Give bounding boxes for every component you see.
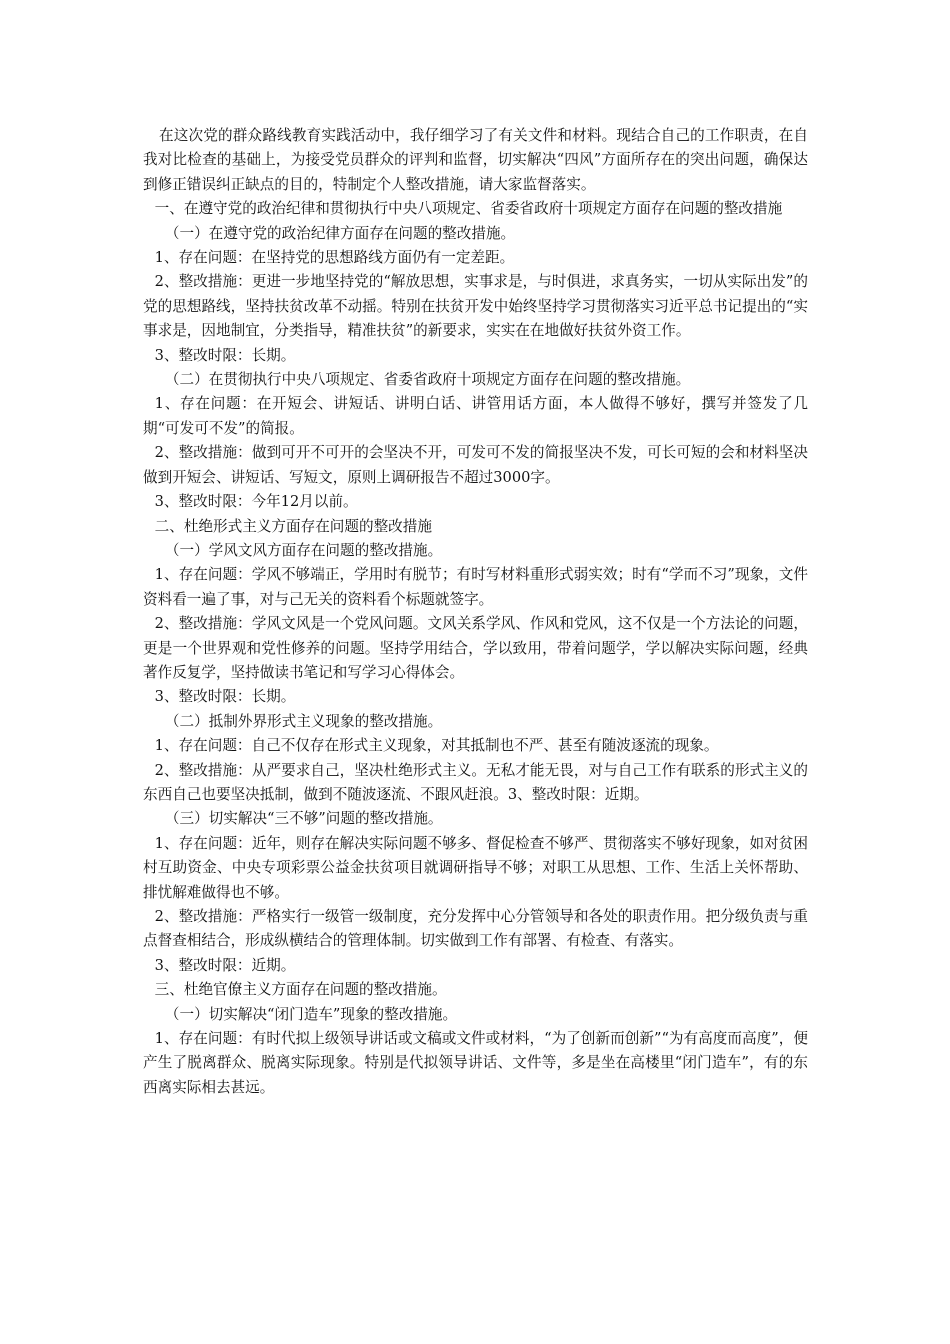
- section-heading-2: 二、杜绝形式主义方面存在问题的整改措施: [154, 517, 432, 535]
- measure-item: 2、整改措施：严格实行一级管一级制度，充分发挥中心分管领导和各处的职责作用。把分级负责与重点督查相结合，形成纵横结合的管理体制。切实做到工作有部署、有检查、有落实。: [143, 908, 808, 950]
- subsection-heading: （二）在贯彻执行中央八项规定、省委省政府十项规定方面存在问题的整改措施。: [164, 371, 691, 389]
- section-heading-3: 三、杜绝官僚主义方面存在问题的整改措施。: [154, 981, 447, 999]
- problem-item: 1、存在问题：学风不够端正，学用时有脱节；有时写材料重形式弱实效；时有“学而不习”现象，文件资料看一遍了事，对与己无关的资料看个标题就签字。: [143, 566, 808, 608]
- problem-item: 1、存在问题：在开短会、讲短话、讲明白话、讲管用话方面，本人做得不够好，撰写并签发了几期“可发可不发”的简报。: [143, 395, 808, 437]
- deadline-item: 3、整改时限：长期。: [154, 346, 296, 364]
- measure-item: 2、整改措施：学风文风是一个党风问题。文风关系学风、作风和党风，这不仅是一个方法论的问题，更是一个世界观和党性修养的问题。坚持学用结合，学以致用，带着问题学，学以解决实际问题，经典著作反复学，坚持做读书笔记和写学习心得体会。: [143, 615, 808, 681]
- problem-item: 1、存在问题：自己不仅存在形式主义现象，对其抵制也不严、甚至有随波逐流的现象。: [154, 737, 719, 755]
- deadline-item: 3、整改时限：长期。: [154, 688, 296, 706]
- measure-item: 2、整改措施：更进一步地坚持党的“解放思想，实事求是，与时俱进，求真务实，一切从实际出发”的党的思想路线，坚持扶贫改革不动摇。特别在扶贫开发中始终坚持学习贯彻落实习近平总书记提出的“实事求是，因地制宜，分类指导，精准扶贫”的新要求，实实在在地做好扶贫外资工作。: [143, 273, 808, 340]
- subsection-heading: （三）切实解决“三不够”问题的整改措施。: [164, 810, 443, 828]
- problem-item: 1、存在问题：在坚持党的思想路线方面仍有一定差距。: [154, 249, 515, 267]
- section-heading-1: 一、在遵守党的政治纪律和贯彻执行中央八项规定、省委省政府十项规定方面存在问题的整改措施: [154, 200, 783, 218]
- problem-item: 1、存在问题：近年，则存在解决实际问题不够多、督促检查不够严、贯彻落实不够好现象，如对贫困村互助资金、中央专项彩票公益金扶贫项目就调研指导不够；对职工从思想、工作、生活上关怀帮助、排忧解难做得也不够。: [143, 834, 808, 901]
- measure-item: 2、整改措施：从严要求自己，坚决杜绝形式主义。无私才能无畏，对与自己工作有联系的形式主义的东西自己也要坚决抵制，做到不随波逐流、不跟风赶浪。3、整改时限：近期。: [143, 761, 808, 803]
- deadline-item: 3、整改时限：近期。: [154, 956, 296, 974]
- deadline-item: 3、整改时限：今年12月以前。: [154, 493, 358, 511]
- document-body: [143, 124, 808, 1100]
- measure-item: 2、整改措施：做到可开不可开的会坚决不开，可发可不发的简报坚决不发，可长可短的会和材料坚决做到开短会、讲短话、写短文，原则上调研报告不超过3000字。: [143, 444, 808, 486]
- problem-item: 1、存在问题：有时代拟上级领导讲话或文稿或文件或材料，“为了创新而创新”“为有高度而高度”，便产生了脱离群众、脱离实际现象。特别是代拟领导讲话、文件等，多是坐在高楼里“闭门造车”，有的东西离实际相去甚远。: [143, 1030, 808, 1096]
- subsection-heading: （一）学风文风方面存在问题的整改措施。: [164, 541, 443, 559]
- subsection-heading: （二）抵制外界形式主义现象的整改措施。: [164, 712, 443, 730]
- subsection-heading: （一）切实解决“闭门造车”现象的整改措施。: [164, 1005, 458, 1023]
- subsection-heading: （一）在遵守党的政治纪律方面存在问题的整改措施。: [164, 224, 516, 242]
- intro-paragraph: 在这次党的群众路线教育实践活动中，我仔细学习了有关文件和材料。现结合自己的工作职责，在自我对比检查的基础上，为接受党员群众的评判和监督，切实解决“四风”方面所存在的突出问题，确保达到修正错误纠正缺点的目的，特制定个人整改措施，请大家监督落实。: [143, 127, 808, 193]
